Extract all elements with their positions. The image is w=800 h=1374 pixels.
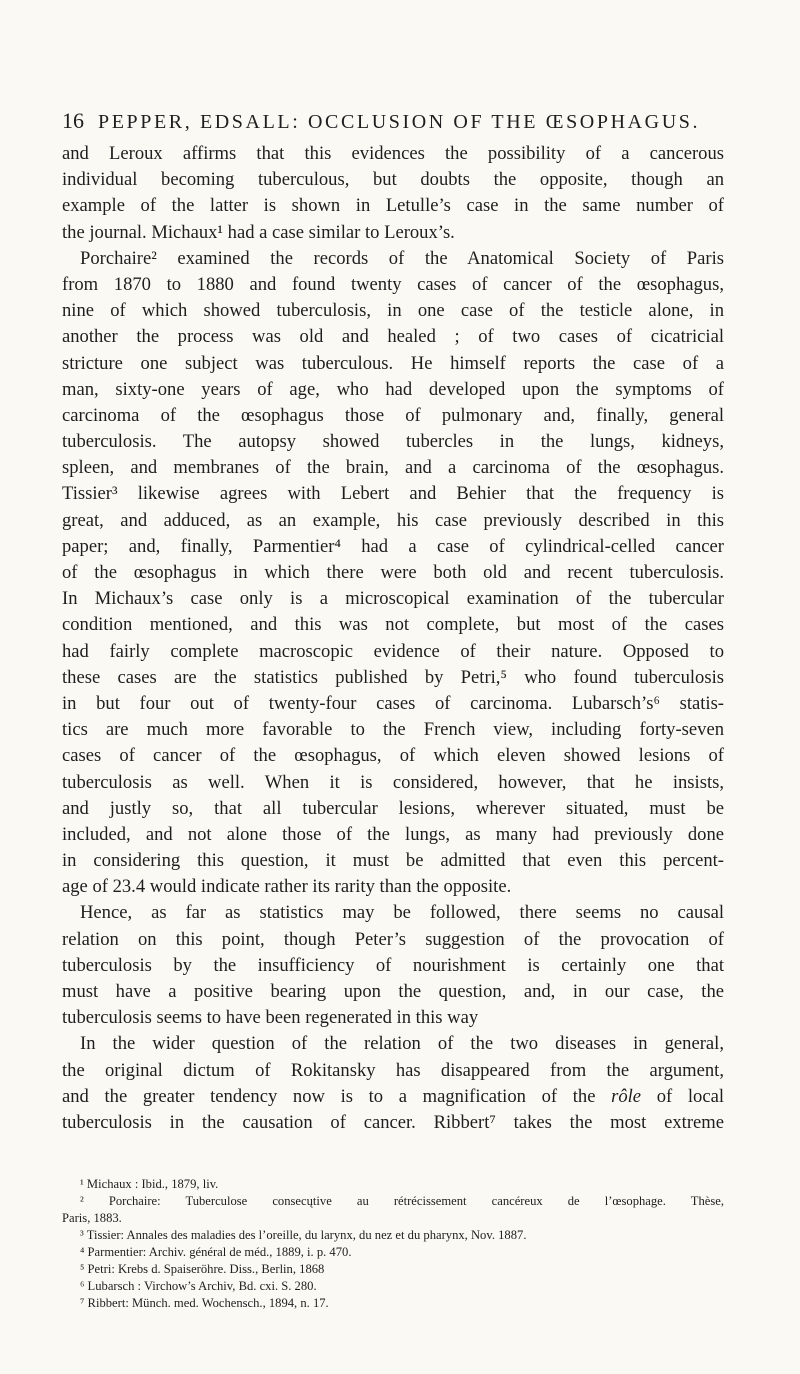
- text-line: of the œsophagus in which there were both old and recent tuberculosis.: [62, 562, 724, 583]
- text-line: Hence, as far as statistics may be followed, there seems no causal: [80, 902, 724, 924]
- text-line: relation on this point, though Peter’s suggestion of the provocation of: [62, 928, 724, 950]
- text-line: cases of cancer of the œsophagus, of which eleven showed lesions of: [62, 745, 724, 767]
- running-title: PEPPER, EDSALL: OCCLUSION OF THE ŒSOPHAGUS.: [98, 111, 701, 133]
- text-line: example of the latter is shown in Letulle’s case in the same number of: [62, 195, 724, 217]
- text-line: In Michaux’s case only is a microscopical examination of the tubercular: [62, 588, 724, 610]
- text-line: tuberculosis. The autopsy showed tubercles in the lungs, kidneys,: [62, 431, 724, 453]
- footnote: ³ Tissier: Annales des maladies des l’oreille, du larynx, du nez et du pharynx, Nov. 1887.: [80, 1228, 527, 1242]
- text-line: Tissier³ likewise agrees with Lebert and Behier that the frequency is: [62, 483, 724, 505]
- footnote: ⁵ Petri: Krebs d. Spaiseröhre. Diss., Berlin, 1868: [80, 1262, 325, 1276]
- text-line: tuberculosis in the causation of cancer. Ribbert⁷ takes the most extreme: [62, 1111, 724, 1133]
- text-line: in considering this question, it must be admitted that even this percent-: [62, 850, 724, 872]
- text-line: must have a positive bearing upon the question, and, in our case, the: [62, 981, 724, 1002]
- text-line: great, and adduced, as an example, his case previously described in this: [62, 509, 724, 531]
- text-line: carcinoma of the œsophagus those of pulmonary and, finally, general: [62, 404, 724, 426]
- text-segment: and the greater tendency now is to a magnification of the: [62, 1085, 612, 1107]
- italic-term: rôle: [611, 1085, 642, 1107]
- text-line: had fairly complete macroscopic evidence of their nature. Opposed to: [62, 640, 724, 662]
- text-line: paper; and, finally, Parmentier⁴ had a case of cylindrical-celled cancer: [62, 535, 724, 557]
- text-line: tuberculosis seems to have been regenerated in this way: [62, 1007, 479, 1029]
- footnote: ¹ Michaux : Ibid., 1879, liv.: [80, 1177, 219, 1191]
- text-line: tuberculosis by the insufficiency of nourishment is certainly one that: [62, 954, 724, 976]
- body-text: [62, 141, 724, 1136]
- footnote: ⁴ Parmentier: Archiv. général de méd., 1889, i. p. 470.: [80, 1245, 352, 1259]
- text-line: these cases are the statistics published by Petri,⁵ who found tuberculosis: [62, 666, 724, 688]
- footnote: ⁷ Ribbert: Münch. med. Wochensch., 1894, n. 17.: [80, 1296, 329, 1310]
- text-line: and justly so, that all tubercular lesions, wherever situated, must be: [62, 797, 724, 819]
- text-line: and Leroux affirms that this evidences the possibility of a cancerous: [62, 143, 724, 164]
- footnote: ⁶ Lubarsch : Virchow’s Archiv, Bd. cxi. S. 280.: [80, 1279, 317, 1293]
- text-segment: of local: [641, 1085, 724, 1107]
- text-line: in but four out of twenty-four cases of carcinoma. Lubarsch’s⁶ statis-: [62, 692, 724, 714]
- text-line: Porchaire² examined the records of the Anatomical Society of Paris: [80, 247, 724, 269]
- running-header: [62, 108, 722, 134]
- text-line: stricture one subject was tuberculous. He himself reports the case of a: [62, 352, 724, 374]
- text-line: man, sixty-one years of age, who had developed upon the symptoms of: [62, 378, 724, 400]
- text-line: age of 23.4 would indicate rather its rarity than the opposite.: [62, 876, 512, 898]
- text-line: In the wider question of the relation of the two diseases in general,: [80, 1033, 724, 1055]
- text-line: from 1870 to 1880 and found twenty cases of cancer of the œsophagus,: [62, 273, 724, 295]
- text-line: tics are much more favorable to the French view, including forty-seven: [62, 719, 724, 741]
- text-line: the journal. Michaux¹ had a case similar to Leroux’s.: [62, 221, 455, 243]
- text-line: condition mentioned, and this was not complete, but most of the cases: [62, 614, 724, 636]
- text-line: nine of which showed tuberculosis, in one case of the testicle alone, in: [62, 300, 724, 322]
- text-line: another the process was old and healed ; of two cases of cicatricial: [62, 326, 724, 348]
- text-line: included, and not alone those of the lungs, as many had previously done: [62, 823, 724, 845]
- text-line: [62, 1084, 724, 1110]
- text-line: individual becoming tuberculous, but doubts the opposite, though an: [62, 169, 724, 191]
- footnotes: [62, 1176, 724, 1312]
- text-line: tuberculosis as well. When it is considered, however, that he insists,: [62, 771, 724, 793]
- footnote: ² Porchaire: Tuberculose consecųtive au rétrécissement cancéreux de l’œsophage. Thèse,: [80, 1194, 724, 1208]
- text-line: spleen, and membranes of the brain, and a carcinoma of the œsophagus.: [62, 457, 724, 479]
- footnote-continuation: Paris, 1883.: [62, 1211, 122, 1225]
- text-line: the original dictum of Rokitansky has disappeared from the argument,: [62, 1059, 724, 1081]
- page-number: 16: [62, 108, 84, 133]
